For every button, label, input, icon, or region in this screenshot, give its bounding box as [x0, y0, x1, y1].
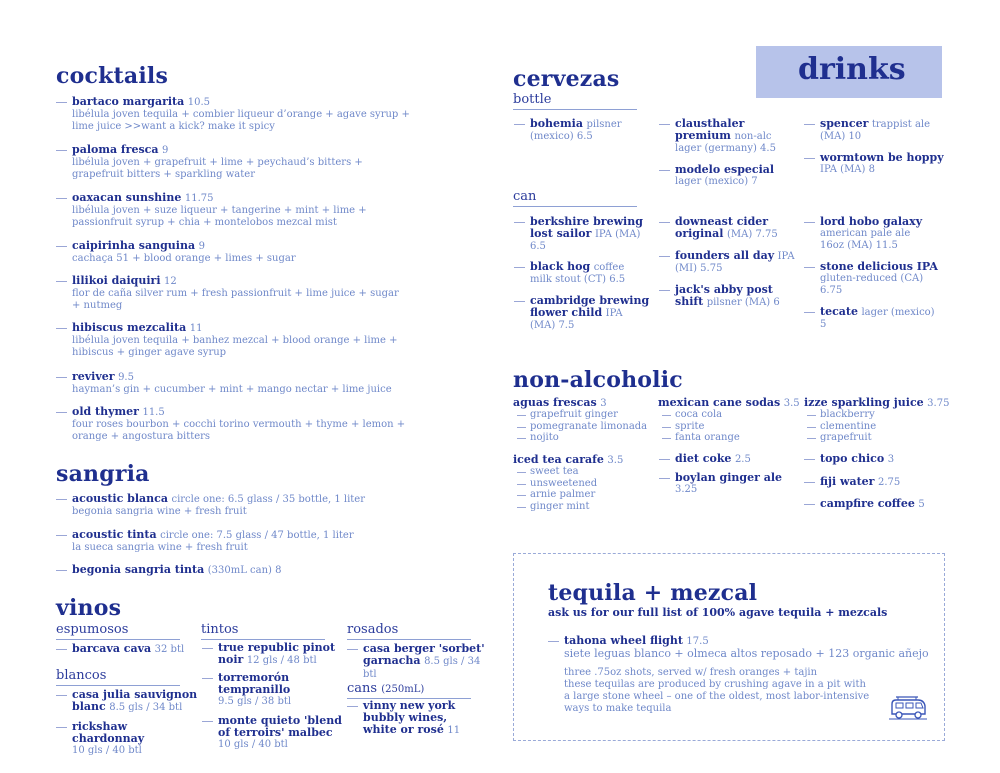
item-meta: (MA) 7.75: [727, 229, 778, 240]
menu-item: [72, 275, 412, 312]
item-name: acoustic blanca: [72, 492, 168, 505]
option: sprite: [675, 421, 740, 433]
item-price: 12: [164, 276, 177, 287]
menu-item: [72, 721, 202, 757]
item-name: mexican cane sodas: [658, 396, 781, 409]
nonalcoholic-heading: non-alcoholic: [513, 367, 683, 393]
option: grapefruit: [820, 432, 876, 444]
item-desc: + nutmeg: [72, 300, 123, 311]
item-name: shift: [675, 295, 704, 308]
menu-item: [363, 643, 493, 681]
item-price: 12 gls / 48 btl: [246, 655, 317, 666]
item-name: flower child: [530, 306, 603, 319]
item-desc: flor de caña silver rum + fresh passionfruit + lime juice + sugar: [72, 288, 399, 299]
item-meta: IPA: [777, 251, 795, 262]
item-name: cambridge brewing: [530, 294, 650, 307]
menu-item: [675, 453, 795, 466]
item-meta: lager (mexico) 7: [675, 176, 758, 187]
item-name: barcava cava: [72, 642, 152, 655]
item-name: downeast cider: [675, 215, 769, 228]
item-price: 3.5: [783, 398, 800, 409]
option: arnie palmer: [530, 489, 596, 500]
item-name: lost sailor: [530, 227, 592, 240]
menu-item: [218, 642, 338, 667]
item-name: blanc: [72, 700, 106, 713]
menu-item: [72, 564, 412, 577]
item-price: 32 btl: [154, 644, 185, 655]
item-name: lilikoi daiquiri: [72, 274, 161, 287]
izze: [804, 396, 949, 409]
item-price: 11: [189, 323, 203, 334]
espumosos-label: espumosos: [56, 622, 180, 640]
bottle-label: bottle: [513, 92, 637, 110]
item-name: stone delicious IPA: [820, 260, 938, 273]
item-meta: non-alc: [734, 131, 772, 142]
item-name: jack's abby post: [675, 283, 773, 296]
item-name: old thymer: [72, 405, 139, 418]
item-desc: libélula joven tequila + banhez mezcal + blood orange + lime +: [72, 335, 398, 346]
aguas-options: [530, 409, 647, 444]
item-name: iced tea carafe: [513, 453, 604, 466]
item-name: aguas frescas: [513, 396, 597, 409]
item-price: 9: [198, 241, 205, 252]
menu-item: [72, 643, 192, 656]
item-name: tahona wheel flight: [564, 634, 683, 647]
item-name: izze sparkling juice: [804, 396, 924, 409]
item-name: bubbly wines,: [363, 711, 448, 724]
menu-item: [675, 118, 795, 155]
item-name: modelo especial: [675, 163, 775, 176]
item-name: acoustic tinta: [72, 528, 157, 541]
menu-item: [820, 261, 960, 297]
item-price: circle one: 6.5 glass / 35 bottle, 1 liter: [171, 494, 365, 505]
item-meta: pilsner (MA) 6: [706, 297, 780, 308]
option: grapefruit ginger: [530, 409, 647, 421]
menu-item: [820, 216, 960, 252]
option: clementine: [820, 420, 877, 432]
menu-item: [820, 453, 940, 466]
menu-item: [675, 250, 800, 275]
item-desc: passionfruit syrup + chia + montelobos mezcal mist: [72, 217, 337, 228]
item-price: 10 gls / 40 btl: [72, 745, 142, 756]
item-meta: 6.5: [530, 241, 546, 252]
item-meta: lager (mexico): [861, 307, 935, 318]
item-name: founders all day: [675, 249, 775, 262]
item-price: 9: [161, 145, 169, 156]
note-line: these tequilas are produced by crushing agave in a pit with: [564, 679, 866, 690]
item-meta: IPA (MA): [594, 229, 641, 240]
item-name: oaxacan sunshine: [72, 191, 182, 204]
item-name: torremorón: [218, 671, 290, 684]
item-desc: four roses bourbon + cocchi torino vermouth + thyme + lemon +: [72, 419, 406, 430]
item-price: 11.5: [142, 407, 165, 418]
item-name: rickshaw chardonnay: [72, 720, 145, 745]
tequila-notes: [564, 667, 884, 715]
item-name: noir: [218, 653, 244, 666]
item-price: 3.25: [675, 484, 698, 495]
item-name: reviver: [72, 370, 115, 383]
menu-item: [820, 498, 940, 511]
item-price: 2.5: [734, 454, 751, 465]
item-price: circle one: 7.5 glass / 47 bottle, 1 liter: [160, 530, 354, 541]
menu-item: [530, 295, 655, 332]
item-name: wormtown be hoppy: [820, 151, 944, 164]
cans-label-text: cans: [347, 681, 378, 696]
menu-item: [72, 689, 202, 714]
note-line: ways to make tequila: [564, 703, 672, 714]
item-name: diet coke: [675, 452, 732, 465]
item-name: boylan ginger ale: [675, 471, 783, 484]
item-name: premium: [675, 129, 731, 142]
item-price: 9.5: [118, 372, 134, 383]
note-line: a large stone wheel – one of the oldest, most labor-intensive: [564, 691, 870, 702]
drinks-title: drinks: [798, 52, 906, 87]
item-meta: gluten-reduced (CA): [820, 273, 924, 284]
menu-item: [820, 118, 950, 143]
item-meta: pilsner: [586, 119, 622, 130]
item-name: of terroirs' malbec: [218, 726, 333, 739]
blancos-label: blancos: [56, 668, 180, 686]
item-desc: orange + angostura bitters: [72, 431, 211, 442]
item-price: (330mL can) 8: [207, 565, 282, 576]
item-price: 8.5 gls / 34 btl: [109, 702, 183, 713]
item-desc: libélula joven tequila + combier liqueur d’orange + agave syrup +: [72, 109, 410, 120]
item-desc: begonia sangria wine + fresh fruit: [72, 506, 247, 517]
item-meta: (MA) 7.5: [530, 320, 575, 331]
option: sweet tea: [530, 466, 597, 478]
menu-item: [820, 152, 960, 176]
item-desc: lime juice >>want a kick? make it spicy: [72, 121, 275, 132]
item-name: casa julia sauvignon: [72, 688, 198, 701]
option: ginger mint: [530, 501, 597, 513]
item-meta: american pale ale: [820, 228, 911, 239]
cane-options: [675, 409, 740, 444]
item-price: 2.75: [877, 477, 901, 488]
item-meta: milk stout (CT) 6.5: [530, 274, 626, 285]
menu-item: [72, 371, 412, 396]
menu-item: [820, 476, 940, 489]
item-meta: trappist ale: [871, 119, 931, 130]
item-name: clausthaler: [675, 117, 745, 130]
menu-item: [530, 261, 655, 286]
menu-item: [675, 472, 795, 496]
item-desc: hibiscus + ginger agave syrup: [72, 347, 227, 358]
item-desc: hayman’s gin + cucumber + mint + mango nectar + lime juice: [72, 384, 392, 395]
option: nojito: [530, 432, 647, 444]
flight-item: [564, 635, 934, 660]
item-name: caipirinha sanguina: [72, 239, 196, 252]
item-meta: 6.75: [820, 285, 843, 296]
item-name: paloma fresca: [72, 143, 159, 156]
menu-item: [72, 529, 412, 554]
note-line: three .75oz shots, served w/ fresh oranges + tajin: [564, 667, 818, 678]
item-price: 11: [447, 725, 461, 736]
sangria-heading: sangria: [56, 461, 150, 487]
item-meta: IPA: [605, 308, 623, 319]
item-name: hibiscus mezcalita: [72, 321, 187, 334]
item-name: vinny new york: [363, 699, 456, 712]
item-name: casa berger 'sorbet': [363, 642, 485, 655]
item-name: monte quieto 'blend: [218, 714, 342, 727]
item-desc: libélula joven + grapefruit + lime + peychaud’s bitters +: [72, 157, 363, 168]
item-name: garnacha: [363, 654, 421, 667]
drinks-banner: [756, 46, 942, 98]
item-desc: cachaça 51 + blood orange + limes + sugar: [72, 253, 296, 264]
item-name: fiji water: [820, 475, 875, 488]
item-price: 3: [600, 398, 607, 409]
item-desc: siete leguas blanco + olmeca altos reposado + 123 organic añejo: [564, 647, 929, 660]
item-price: 3.75: [927, 398, 950, 409]
option: pomegranate limonada: [530, 420, 648, 432]
option: blackberry: [820, 409, 875, 420]
item-name: black hog: [530, 260, 591, 273]
menu-item: [363, 700, 493, 737]
option: fanta orange: [675, 432, 740, 443]
item-price: 11.75: [184, 193, 214, 204]
menu-item: [530, 216, 655, 253]
menu-item: [72, 192, 412, 229]
item-name: begonia sangria tinta: [72, 563, 205, 576]
item-meta: IPA (MA) 8: [820, 164, 875, 175]
item-name: bartaco margarita: [72, 95, 185, 108]
item-name: spencer: [820, 117, 869, 130]
item-price: 10.5: [187, 97, 211, 108]
item-price: 8.5 gls / 34 btl: [363, 656, 481, 680]
cans-label: [347, 681, 471, 699]
cervezas-heading: cervezas: [513, 66, 620, 92]
menu-item: [675, 284, 800, 309]
item-name: tecate: [820, 305, 858, 318]
menu-item: [72, 144, 412, 181]
aguas-frescas: [513, 396, 607, 409]
tequila-heading: tequila + mezcal: [548, 580, 758, 606]
item-name: true republic pinot: [218, 641, 336, 654]
item-price: 10 gls / 40 btl: [218, 739, 288, 750]
item-meta: coffee: [593, 262, 625, 273]
item-meta: (MA) 10: [820, 131, 862, 142]
menu-item: [72, 240, 412, 265]
menu-item: [72, 406, 412, 443]
item-desc: grapefruit bitters + sparkling water: [72, 169, 255, 180]
menu-item: [218, 715, 343, 751]
item-price: 9.5 gls / 38 btl: [218, 696, 292, 707]
menu-item: [675, 216, 800, 241]
item-meta: (MI) 5.75: [675, 263, 723, 274]
item-name: lord hobo galaxy: [820, 215, 923, 228]
iced-tea: [513, 453, 623, 466]
menu-item: [530, 118, 650, 143]
menu-item: [218, 672, 338, 708]
item-price: 3: [887, 454, 895, 465]
icedtea-options: [530, 466, 597, 512]
item-name: topo chico: [820, 452, 885, 465]
option: unsweetened: [530, 477, 598, 489]
cane-sodas: [658, 396, 800, 409]
option: coca cola: [675, 409, 740, 421]
cocktails-heading: cocktails: [56, 63, 169, 89]
izze-options: [820, 409, 876, 444]
menu-item: [675, 164, 795, 188]
item-name: campfire coffee: [820, 497, 915, 510]
item-meta: (mexico) 6.5: [530, 131, 593, 142]
tintos-label: tintos: [201, 622, 325, 640]
item-name: original: [675, 227, 724, 240]
item-meta: lager (germany) 4.5: [675, 143, 776, 154]
item-meta: 5: [820, 319, 827, 330]
menu-item: [820, 306, 960, 331]
vinos-heading: vinos: [56, 595, 122, 621]
item-name: bohemia: [530, 117, 583, 130]
van-icon: [888, 694, 928, 728]
item-price: 5: [918, 499, 925, 510]
item-desc: libélula joven + suze liqueur + tangerine + mint + lime +: [72, 205, 367, 216]
menu-item: [72, 322, 412, 359]
tequila-subheading: ask us for our full list of 100% agave tequila + mezcals: [548, 606, 888, 619]
item-name: white or rosé: [363, 723, 444, 736]
item-desc: la sueca sangria wine + fresh fruit: [72, 542, 248, 553]
item-meta: 16oz (MA) 11.5: [820, 240, 898, 251]
item-name: tempranillo: [218, 683, 291, 696]
item-price: 17.5: [686, 636, 709, 647]
item-price: 3.5: [607, 455, 624, 466]
cans-unit: (250mL): [381, 684, 425, 695]
rosados-label: rosados: [347, 622, 471, 640]
item-name: berkshire brewing: [530, 215, 643, 228]
can-label: can: [513, 189, 637, 207]
menu-item: [72, 493, 412, 518]
menu-item: [72, 96, 412, 133]
